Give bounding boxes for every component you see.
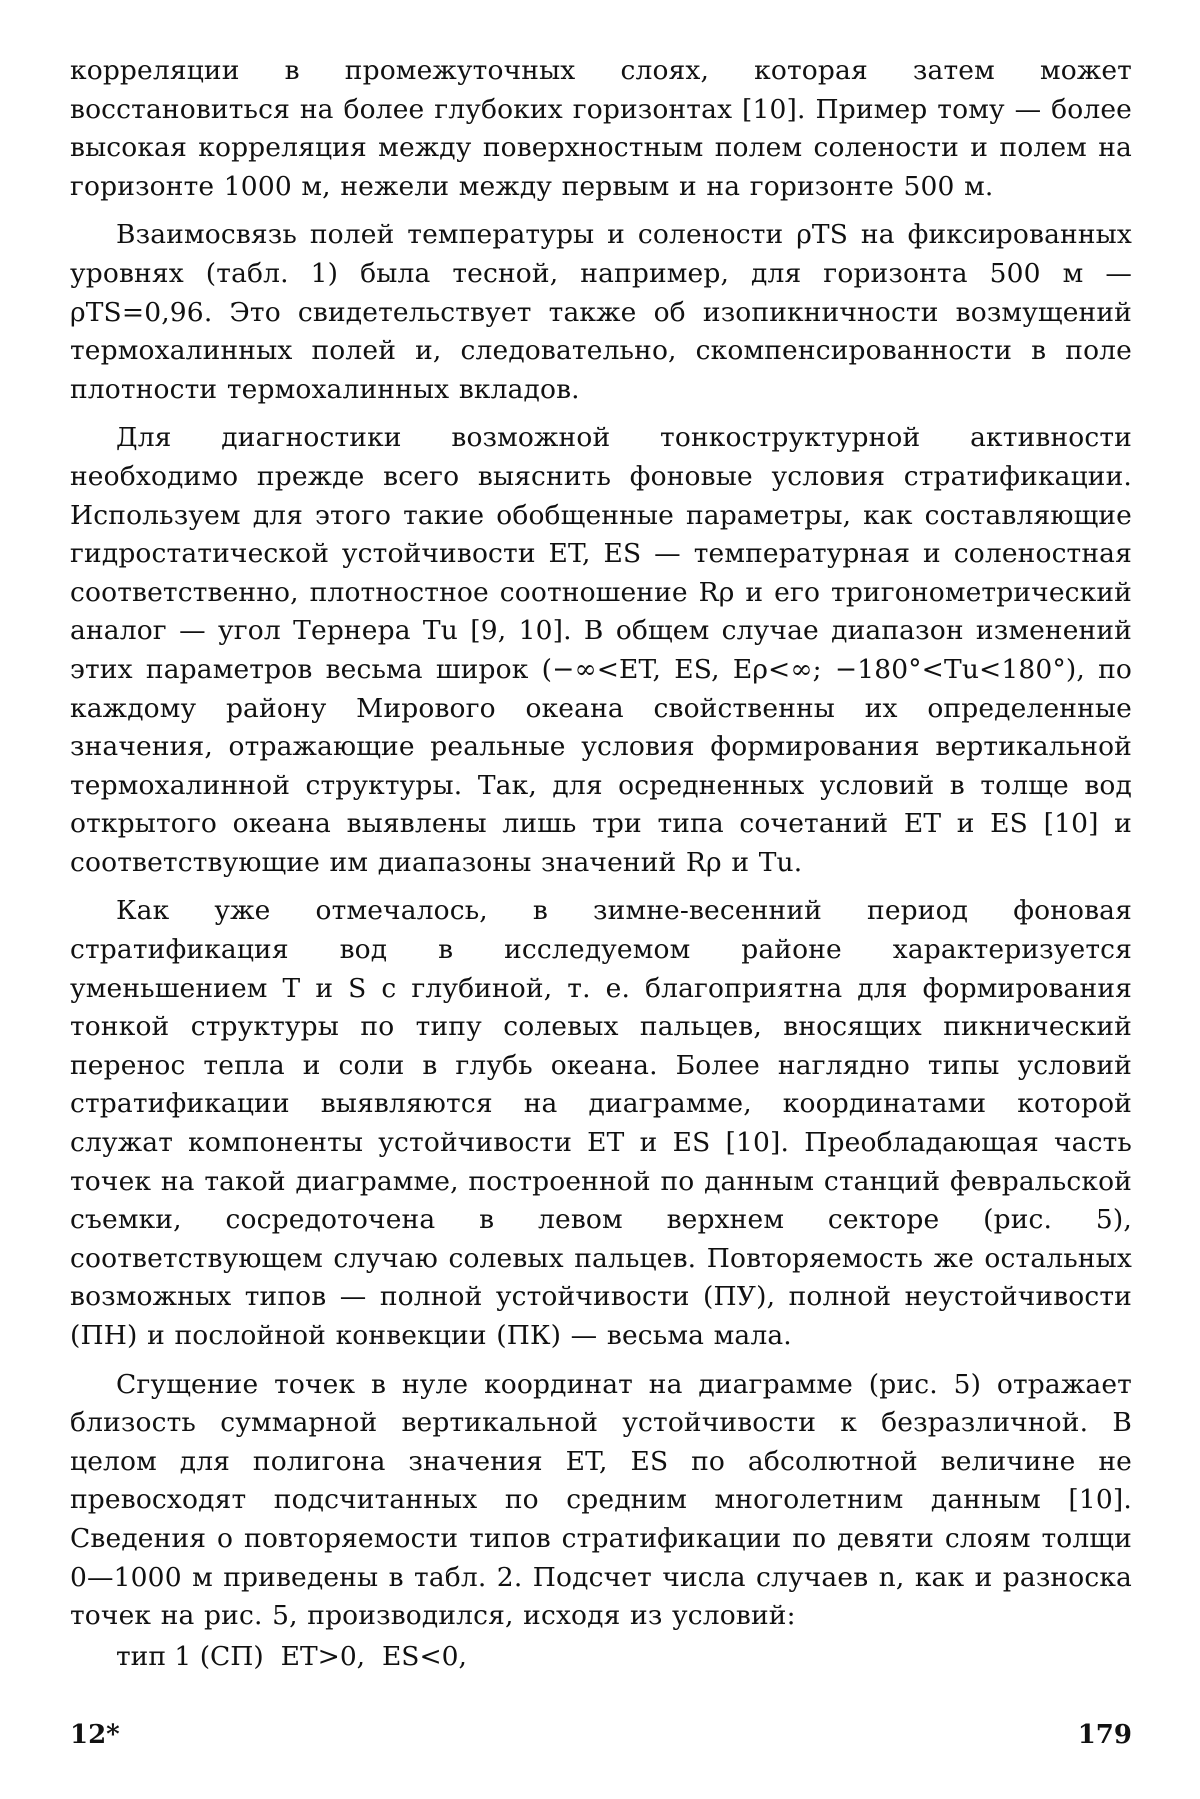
page-number: 179 (1077, 1720, 1132, 1750)
condition-formula: тип 1 (СП) ET>0, ES<0, (116, 1640, 467, 1672)
signature-mark: 12* (70, 1720, 120, 1750)
paragraph-3: Для диагностики возможной тонкоструктурной активности необходимо прежде всего выяснить фоновые условия стратификации. Используем для этого такие обобщенные параметры, как составляющие гидростатической устойчивости ET, ES — температурная и соленостная соответственно, плотностное соотношение Rρ и его тригонометрический аналог — угол Тернера Tu [9, 10]. В общем случае диапазон изменений этих параметров весьма широк (−∞<ET, ES, Eρ<∞; −180°<Tu<180°), по каждому району Мирового океана свойственны их определенные значения, отражающие реальные условия формирования вертикальной термохалинной структуры. Так, для осредненных условий в толще вод открытого океана выявлены лишь три типа сочетаний ET и ES [10] и соответствующие им диапазоны значений Rρ и Tu. (70, 422, 1132, 878)
paragraph-2: Взаимосвязь полей температуры и солености ρTS на фиксированных уровнях (табл. 1) была тесной, например, для горизонта 500 м — ρTS=0,96. Это свидетельствует также об изопикничности возмущений термохалинных полей и, следовательно, скомпенсированности в поле плотности термохалинных вкладов. (70, 219, 1132, 405)
paragraph-5: Сгущение точек в нуле координат на диаграмме (рис. 5) отражает близость суммарной вертикальной устойчивости к безразличной. В целом для полигона значения ET, ES по абсолютной величине не превосходят подсчитанных по средним многолетним данным [10]. Сведения о повторяемости типов стратификации по девяти слоям толщи 0—1000 м приведены в табл. 2. Подсчет числа случаев n, как и разноска точек на рис. 5, производился, исходя из условий: (70, 1368, 1132, 1632)
paragraph-4: Как уже отмечалось, в зимне-весенний период фоновая стратификация вод в исследуемом районе характеризуется уменьшением T и S с глубиной, т. е. благоприятна для формирования тонкой структуры по типу солевых пальцев, вносящих пикнический перенос тепла и соли в глубь океана. Более наглядно типы условий стратификации выявляются на диаграмме, координатами которой служат компоненты устойчивости ET и ES [10]. Преобладающая часть точек на такой диаграмме, построенной по данным станций февральской съемки, сосредоточена в левом верхнем секторе (рис. 5), соответствующем случаю солевых пальцев. Повторяемость же остальных возможных типов — полной устойчивости (ПУ), полной неустойчивости (ПН) и послойной конвекции (ПК) — весьма мала. (70, 895, 1132, 1351)
paragraph-1: корреляции в промежуточных слоях, которая затем может восстановиться на более глубоких горизонтах [10]. Пример тому — более высокая корреляция между поверхностным полем солености и полем на горизонте 1000 м, нежели между первым и на горизонте 500 м. (70, 55, 1132, 202)
page-footer (70, 1720, 1132, 1750)
